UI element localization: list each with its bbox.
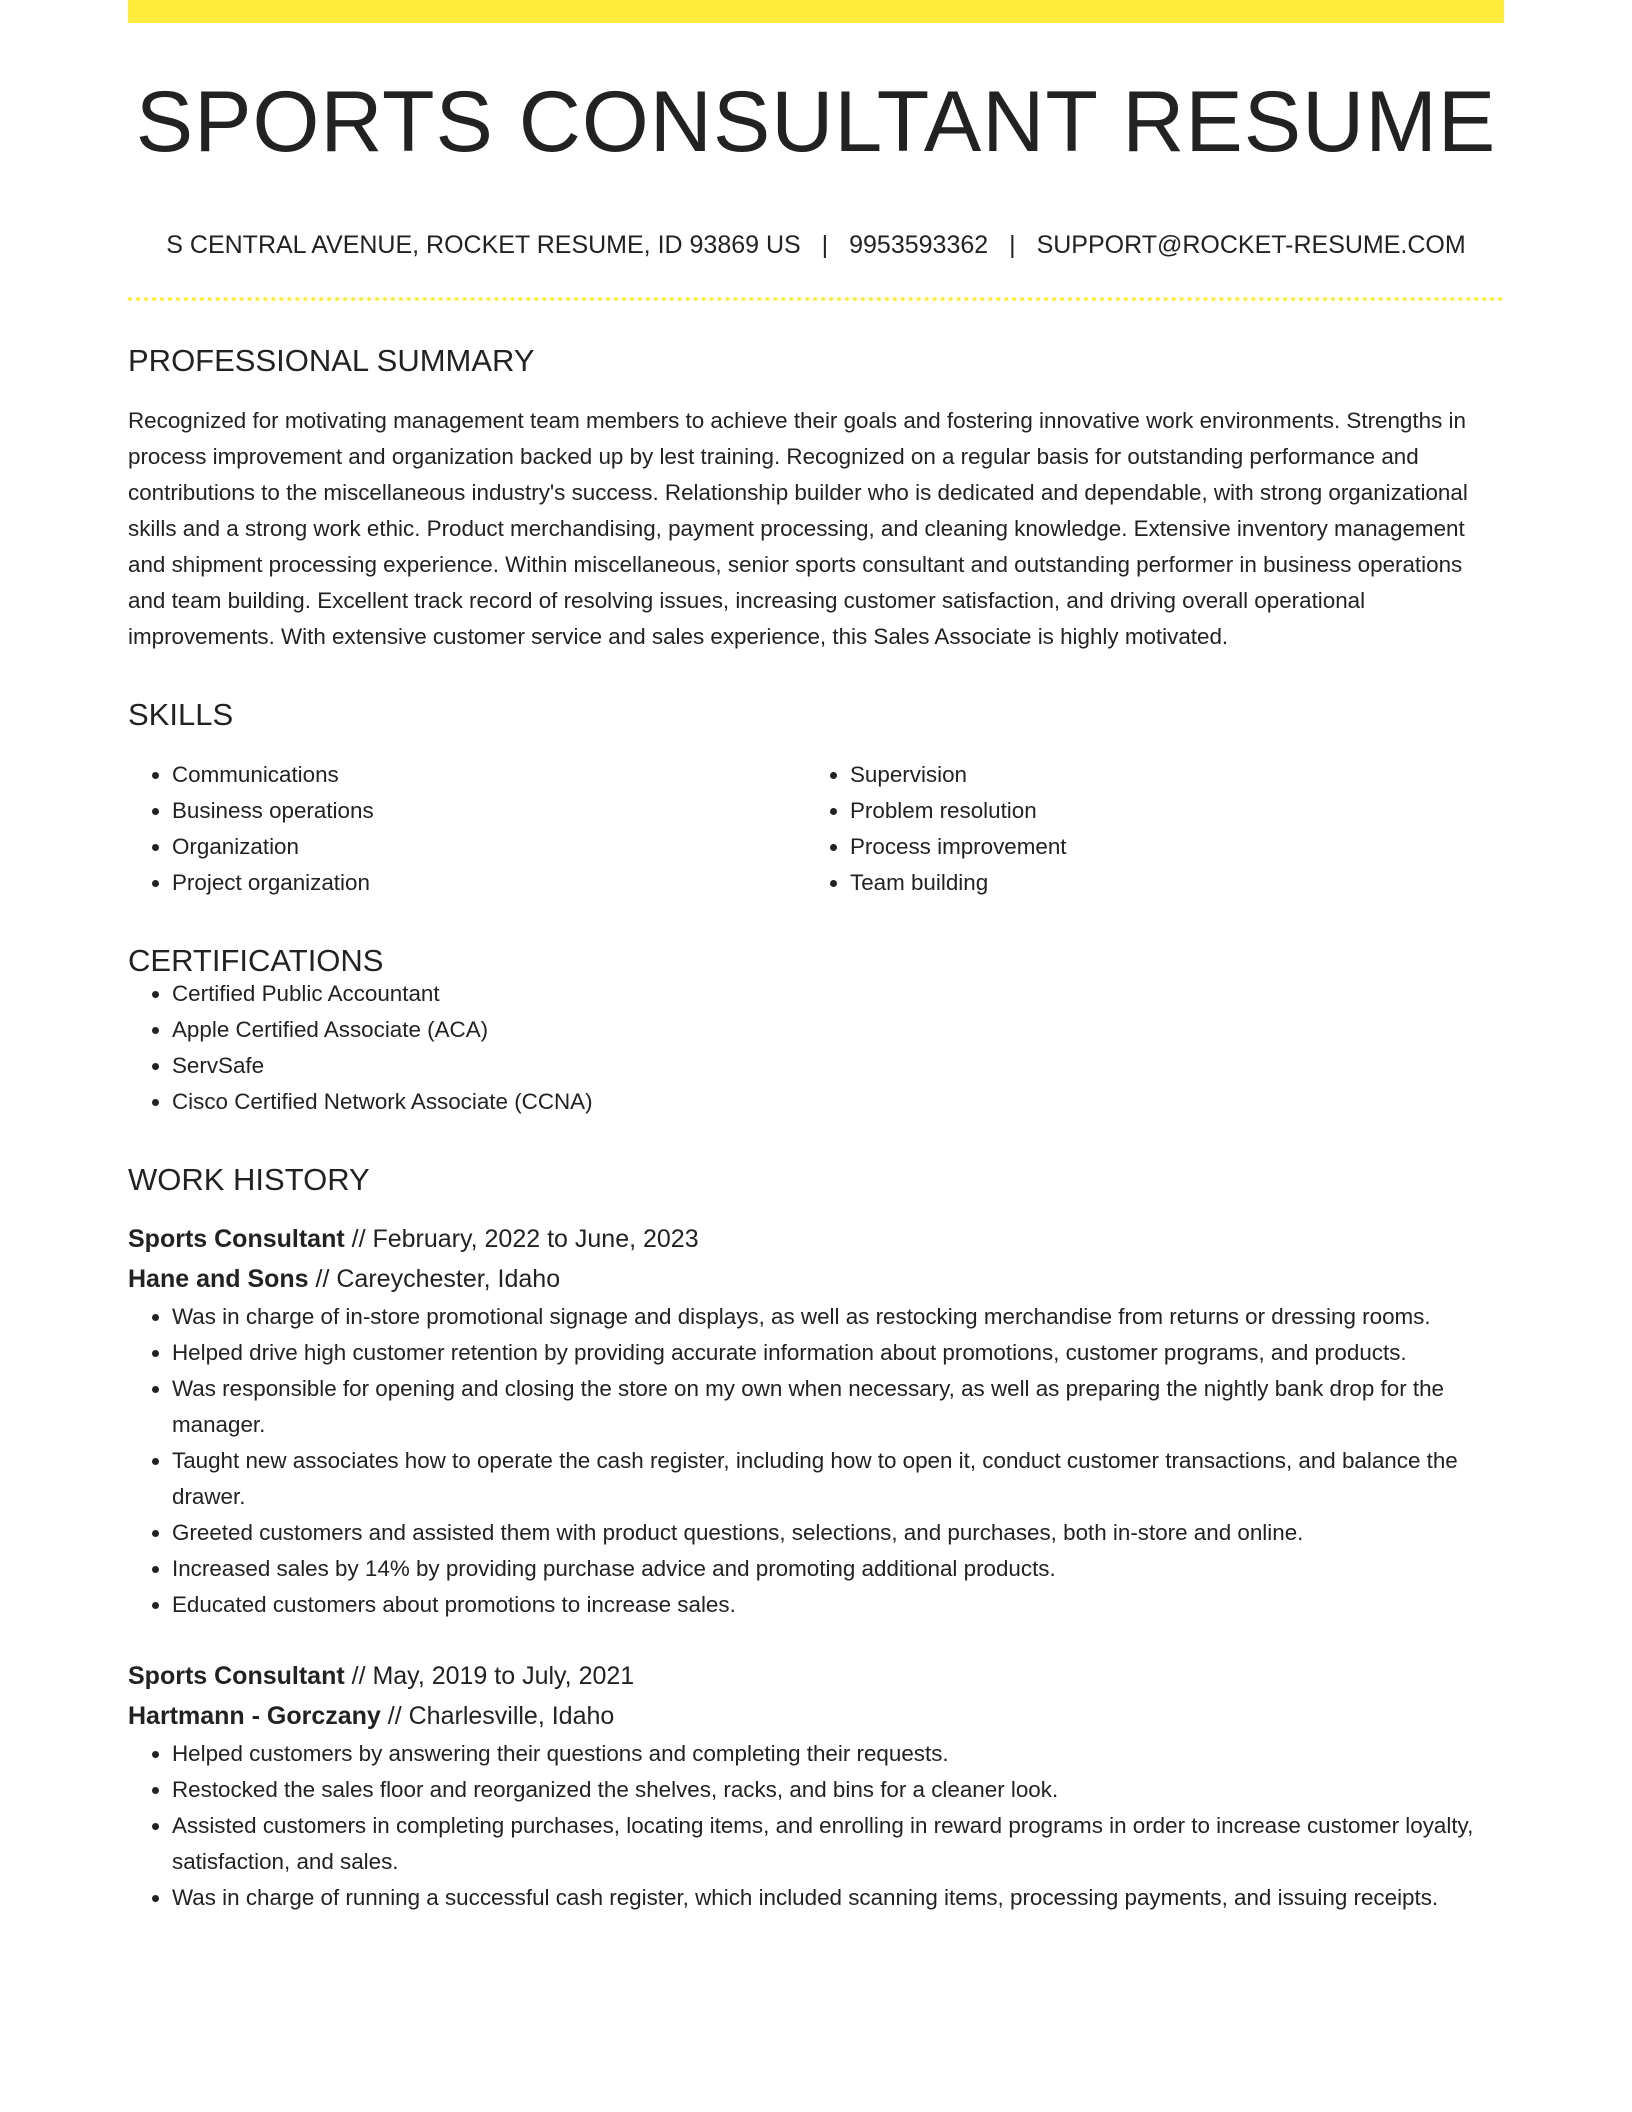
contact-phone: 9953593362 [849,231,989,259]
skills-columns [128,757,1504,901]
skill-item: • Business operations [172,793,806,829]
contact-separator: | [1009,231,1016,259]
job-duty-item: • Assisted customers in completing purchases, locating items, and enrolling in reward programs in order to increase customer loyalty, satisfaction, and sales. [172,1808,1504,1880]
skill-item: • Problem resolution [850,793,1484,829]
skill-item: • Supervision [850,757,1484,793]
work-history-heading: WORK HISTORY [128,1162,370,1197]
header-divider [128,297,1504,301]
certification-item: • ServSafe [172,1048,1504,1084]
contact-separator: | [821,231,829,259]
job-duty-item: • Helped customers by answering their questions and completing their requests. [172,1736,1504,1772]
job-duty-item: • Restocked the sales floor and reorganized the shelves, racks, and bins for a cleaner look. [172,1772,1504,1808]
job-duty-item: • Was in charge of running a successful cash register, which included scanning items, processing payments, and issuing receipts. [172,1880,1504,1916]
job-dates: // February, 2022 to June, 2023 [344,1225,699,1253]
skills-left-column [128,757,806,901]
job-duty-item: • Helped drive high customer retention by providing accurate information about promotions, customer programs, and products. [172,1335,1504,1371]
job-entry [128,1656,1504,1916]
job-title-line [128,1219,1504,1259]
contact-email: SUPPORT@ROCKET-RESUME.COM [1036,231,1466,259]
skill-item: • Communications [172,757,806,793]
job-dates: // May, 2019 to July, 2021 [344,1662,635,1690]
job-duties-list [128,1299,1504,1623]
skill-item: • Project organization [172,865,806,901]
top-accent-bar [128,0,1504,23]
summary-text: Recognized for motivating management team members to achieve their goals and fostering innovative work environments. Strengths in process improvement and organization backed up by lest training. Recognized on a regular basis for outstanding performance and contributions to the miscellaneous industry's success. Relationship builder who is dedicated and dependable, with strong organizational skills and a strong work ethic. Product merchandising, payment processing, and cleaning knowledge. Extensive inventory management and shipment processing experience. Within miscellaneous, senior sports consultant and outstanding performer in business operations and team building. Excellent track record of resolving issues, increasing customer satisfaction, and driving overall operational improvements. With extensive customer service and sales experience, this Sales Associate is highly motivated. [128,408,1468,649]
skill-item: • Process improvement [850,829,1484,865]
job-title-line [128,1656,1504,1696]
skill-item: • Organization [172,829,806,865]
job-company-line [128,1696,1504,1736]
certification-item: • Certified Public Accountant [172,976,1504,1012]
job-duty-item: • Educated customers about promotions to increase sales. [172,1587,1504,1623]
summary-heading: PROFESSIONAL SUMMARY [128,343,535,378]
skill-item: • Team building [850,865,1484,901]
job-title: Sports Consultant [128,1662,345,1690]
job-duty-item: • Greeted customers and assisted them with product questions, selections, and purchases, both in-store and online. [172,1515,1504,1551]
resume-page [128,0,1504,1916]
job-duty-item: • Was responsible for opening and closing the store on my own when necessary, as well as preparing the nightly bank drop for the manager. [172,1371,1504,1443]
skills-right-column [806,757,1484,901]
certifications-heading: CERTIFICATIONS [128,943,384,978]
job-duty-item: • Increased sales by 14% by providing purchase advice and promoting additional products. [172,1551,1504,1587]
certification-item: • Cisco Certified Network Associate (CCNA) [172,1084,1504,1120]
job-duties-list [128,1736,1504,1916]
certification-item: • Apple Certified Associate (ACA) [172,1012,1504,1048]
job-company: Hartmann - Gorczany [128,1702,381,1730]
contact-address: S CENTRAL AVENUE, ROCKET RESUME, ID 93869 US [166,231,801,259]
job-duty-item: • Was in charge of in-store promotional signage and displays, as well as restocking merchandise from returns or dressing rooms. [172,1299,1504,1335]
contact-line [128,233,1504,258]
job-company-line [128,1259,1504,1299]
job-entry [128,1219,1504,1623]
skills-heading: SKILLS [128,697,234,732]
resume-title: SPORTS CONSULTANT RESUME [135,74,1497,170]
job-location: // Careychester, Idaho [308,1265,561,1293]
job-title: Sports Consultant [128,1225,345,1253]
certifications-list [128,976,1504,1120]
job-location: // Charlesville, Idaho [380,1702,615,1730]
job-duty-item: • Taught new associates how to operate the cash register, including how to open it, conduct customer transactions, and balance the drawer. [172,1443,1504,1515]
job-company: Hane and Sons [128,1265,309,1293]
